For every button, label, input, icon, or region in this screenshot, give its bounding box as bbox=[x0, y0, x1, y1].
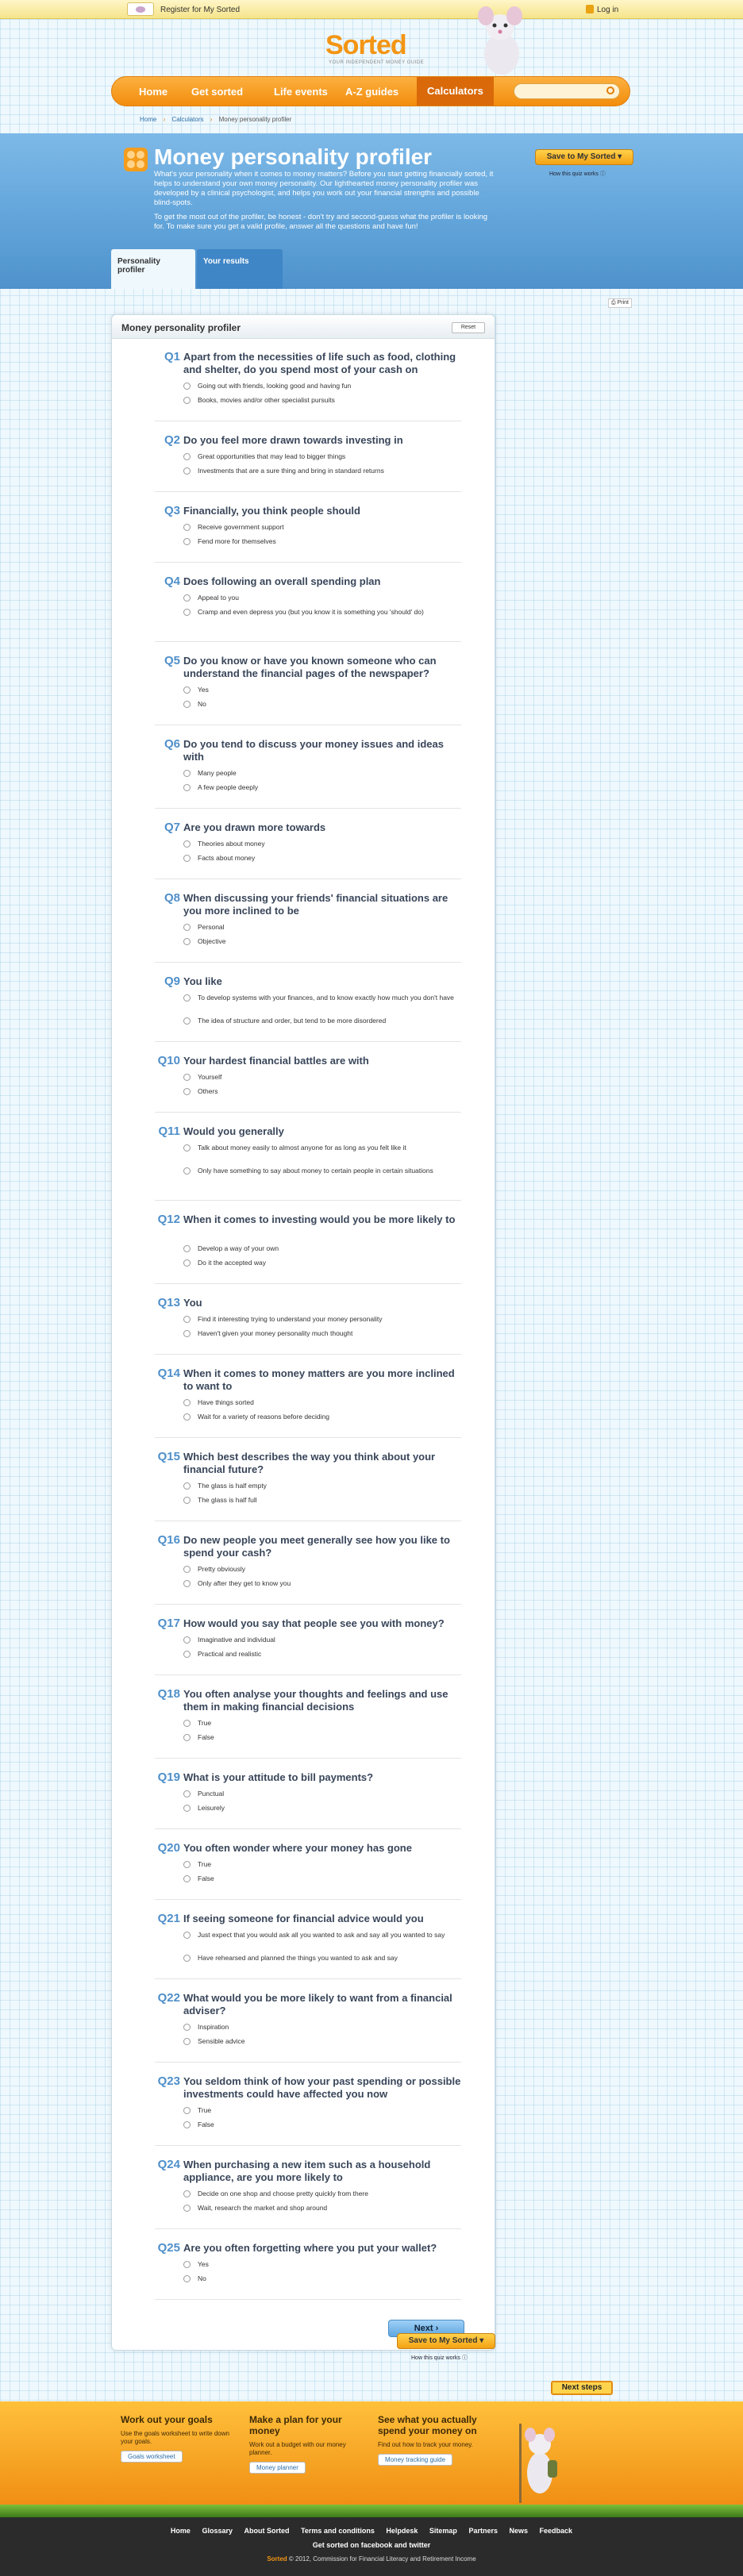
radio-button[interactable] bbox=[183, 701, 191, 708]
question-block bbox=[155, 1771, 461, 1829]
question-number: Q3 bbox=[164, 504, 180, 517]
question-block bbox=[155, 350, 461, 421]
answer-label: No bbox=[198, 700, 206, 708]
answer-label: Appeal to you bbox=[198, 594, 239, 602]
answer-label: Decide on one shop and choose pretty quickly from there bbox=[198, 2190, 368, 2197]
answer-label: Yes bbox=[198, 686, 209, 694]
question-text: You often wonder where your money has gone bbox=[183, 1842, 412, 1854]
radio-button[interactable] bbox=[183, 1720, 191, 1727]
radio-button[interactable] bbox=[183, 524, 191, 531]
promo-text: Use the goals worksheet to write down your goals. bbox=[121, 2430, 229, 2445]
question-text: When discussing your friends' financial situations are you more inclined to be bbox=[183, 892, 448, 917]
question-number: Q11 bbox=[158, 1125, 180, 1138]
question-number: Q9 bbox=[164, 975, 180, 988]
radio-button[interactable] bbox=[183, 397, 191, 404]
question-text: You like bbox=[183, 975, 222, 987]
site-footer bbox=[0, 2517, 743, 2576]
radio-button[interactable] bbox=[183, 2190, 191, 2197]
mouse-avatar-icon bbox=[127, 2, 154, 16]
radio-button[interactable] bbox=[183, 2261, 191, 2268]
question-block bbox=[155, 2074, 461, 2146]
search-icon[interactable] bbox=[606, 87, 614, 94]
question-text: How would you say that people see you with money? bbox=[183, 1617, 445, 1629]
answer-label: The idea of structure and order, but tend to be more disordered bbox=[198, 1017, 387, 1025]
quiz-title: Money personality profiler bbox=[121, 322, 241, 333]
question-block bbox=[155, 1367, 461, 1438]
question-block bbox=[155, 1841, 461, 1900]
radio-button[interactable] bbox=[183, 1482, 191, 1490]
question-text: Do you feel more drawn towards investing in bbox=[183, 434, 403, 446]
question-number: Q4 bbox=[164, 575, 180, 588]
answer-label: Have rehearsed and planned the things you wanted to ask and say bbox=[198, 1954, 398, 1962]
question-number: Q23 bbox=[157, 2074, 180, 2088]
question-text: Does following an overall spending plan bbox=[183, 575, 381, 587]
nav-calculators[interactable]: Calculators bbox=[417, 77, 494, 106]
nav-a-z-guides[interactable]: A-Z guides bbox=[345, 86, 399, 98]
question-text: When it comes to investing would you be more likely to bbox=[183, 1213, 456, 1225]
promo-plan bbox=[249, 2414, 360, 2474]
answer-label: Punctual bbox=[198, 1790, 225, 1797]
question-number: Q19 bbox=[157, 1771, 180, 1784]
answer-label: Haven't given your money personality much thought bbox=[198, 1329, 353, 1337]
answer-label: False bbox=[198, 1733, 214, 1741]
save-label: Save to My Sorted bbox=[546, 152, 616, 161]
question-number: Q17 bbox=[157, 1617, 180, 1630]
question-text: You seldom think of how your past spending or possible investments could have affected you now bbox=[183, 2075, 461, 2100]
radio-button[interactable] bbox=[183, 1245, 191, 1252]
answer-label: Only have something to say about money to certain people in certain situations bbox=[198, 1167, 433, 1175]
question-text: You bbox=[183, 1297, 202, 1309]
radio-button[interactable] bbox=[183, 1636, 191, 1644]
radio-button[interactable] bbox=[183, 2121, 191, 2128]
question-block bbox=[155, 2241, 461, 2300]
radio-button[interactable] bbox=[183, 453, 191, 460]
footer-link-feedback[interactable]: Feedback bbox=[539, 2527, 573, 2535]
answer-label: Cramp and even depress you (but you know it is something you 'should' do) bbox=[198, 608, 424, 616]
question-block bbox=[155, 1125, 461, 1201]
money-tracking-guide-button[interactable]: Money tracking guide bbox=[378, 2454, 452, 2466]
answer-label: The glass is half empty bbox=[198, 1482, 267, 1490]
promo-title: Make a plan for your money bbox=[249, 2414, 342, 2436]
question-block bbox=[155, 1213, 461, 1284]
question-number: Q8 bbox=[164, 891, 180, 905]
quiz-panel-header bbox=[112, 315, 495, 339]
radio-button[interactable] bbox=[183, 1017, 191, 1025]
next-steps-sign: Next steps bbox=[551, 2381, 613, 2395]
answer-label: Develop a way of your own bbox=[198, 1244, 279, 1252]
answer-label: Others bbox=[198, 1087, 218, 1095]
answer-label: Fend more for themselves bbox=[198, 537, 276, 545]
question-block bbox=[155, 737, 461, 809]
answer-label: Do it the accepted way bbox=[198, 1259, 266, 1267]
question-text: Apart from the necessities of life such as food, clothing and shelter, do you spend most of your cash on bbox=[183, 351, 456, 375]
radio-button[interactable] bbox=[183, 1875, 191, 1882]
radio-button[interactable] bbox=[183, 1497, 191, 1504]
radio-button[interactable] bbox=[183, 1144, 191, 1152]
question-number: Q20 bbox=[157, 1841, 180, 1855]
radio-button[interactable] bbox=[183, 2038, 191, 2045]
question-text: What is your attitude to bill payments? bbox=[183, 1771, 374, 1783]
tab-your-results[interactable]: Your results bbox=[197, 249, 283, 289]
question-text: Which best describes the way you think about your financial future? bbox=[183, 1451, 436, 1475]
radio-button[interactable] bbox=[183, 784, 191, 791]
question-number: Q2 bbox=[164, 433, 180, 447]
answer-label: Sensible advice bbox=[198, 2037, 245, 2045]
how-quiz-works-label: How this quiz works bbox=[549, 171, 599, 177]
answer-label: Talk about money easily to almost anyone for as long as you felt like it bbox=[198, 1144, 406, 1152]
question-number: Q15 bbox=[157, 1450, 180, 1463]
save-label: Save to My Sorted bbox=[408, 2336, 478, 2345]
nav-home[interactable]: Home bbox=[139, 86, 168, 98]
breadcrumb-calculators[interactable]: Calculators bbox=[171, 116, 204, 123]
question-block bbox=[155, 654, 461, 725]
answer-label: Going out with friends, looking good and having fun bbox=[198, 382, 352, 390]
save-to-my-sorted-button-bottom[interactable] bbox=[397, 2333, 495, 2349]
footer-link-partners[interactable]: Partners bbox=[468, 2527, 498, 2535]
radio-button[interactable] bbox=[183, 383, 191, 390]
radio-button[interactable] bbox=[183, 1413, 191, 1421]
printer-icon: ⎙ bbox=[611, 300, 616, 306]
question-number: Q24 bbox=[157, 2158, 180, 2171]
radio-button[interactable] bbox=[183, 1861, 191, 1868]
question-block bbox=[155, 1450, 461, 1521]
logo-tagline: YOUR INDEPENDENT MONEY GUIDE bbox=[329, 60, 425, 65]
radio-button[interactable] bbox=[183, 994, 191, 1002]
footer-link-news[interactable]: News bbox=[509, 2527, 529, 2535]
radio-button[interactable] bbox=[183, 2107, 191, 2114]
question-text: Would you generally bbox=[183, 1125, 284, 1137]
question-text: When purchasing a new item such as a household appliance, are you more likely to bbox=[183, 2159, 431, 2183]
copyright bbox=[0, 2555, 743, 2563]
question-block bbox=[155, 821, 461, 879]
social-follow[interactable]: Get sorted on facebook and twitter bbox=[312, 2541, 431, 2549]
mascot-mouse-hiker-icon bbox=[516, 2417, 564, 2505]
search-input[interactable] bbox=[514, 83, 620, 99]
breadcrumb-home[interactable]: Home bbox=[140, 116, 157, 123]
info-icon: ⓘ bbox=[461, 2355, 468, 2361]
radio-button[interactable] bbox=[183, 1580, 191, 1587]
question-block bbox=[155, 433, 461, 492]
answer-label: To develop systems with your finances, and to know exactly how much you don't have bbox=[198, 994, 454, 1002]
question-text: Are you often forgetting where you put your wallet? bbox=[183, 2242, 437, 2254]
how-quiz-works-link[interactable] bbox=[549, 170, 606, 178]
page-banner bbox=[0, 133, 743, 289]
question-text: Do you know or have you known someone who can understand the financial pages of the newspaper? bbox=[183, 655, 437, 679]
footer-link-sitemap[interactable]: Sitemap bbox=[429, 2527, 457, 2535]
question-number: Q18 bbox=[157, 1687, 180, 1701]
money-planner-button[interactable]: Money planner bbox=[249, 2462, 306, 2474]
promo-goals bbox=[121, 2414, 232, 2463]
radio-button[interactable] bbox=[183, 594, 191, 602]
site-logo[interactable]: Sorted bbox=[325, 30, 406, 60]
radio-button[interactable] bbox=[183, 1259, 191, 1267]
main-nav bbox=[111, 76, 630, 106]
radio-button[interactable] bbox=[183, 924, 191, 931]
question-number: Q21 bbox=[157, 1912, 180, 1925]
reset-button[interactable]: Reset bbox=[452, 322, 485, 333]
print-label: Print bbox=[617, 300, 629, 306]
answer-label: Inspiration bbox=[198, 2023, 229, 2031]
radio-button[interactable] bbox=[183, 1088, 191, 1095]
radio-button[interactable] bbox=[183, 1734, 191, 1741]
question-text: You often analyse your thoughts and feelings and use them in making financial decisions bbox=[183, 1688, 448, 1713]
footer-link-glossary[interactable]: Glossary bbox=[202, 2527, 233, 2535]
radio-button[interactable] bbox=[183, 840, 191, 848]
question-block bbox=[155, 1533, 461, 1605]
radio-button[interactable] bbox=[183, 2205, 191, 2212]
radio-button[interactable] bbox=[183, 2275, 191, 2282]
answer-label: Great opportunities that may lead to bigger things bbox=[198, 452, 346, 460]
footer-link-helpdesk[interactable]: Helpdesk bbox=[386, 2527, 418, 2535]
question-number: Q22 bbox=[157, 1991, 180, 2005]
answer-label: Many people bbox=[198, 769, 237, 777]
answer-label: A few people deeply bbox=[198, 783, 259, 791]
intro-text: What's your personality when it comes to money matters? Before you start getting financially sorted, it helps to understand your own money personality. Our lighthearted money personality profiler was developed by a clinical psychologist, and helps you work out your financial strengths and possible blind-spots. bbox=[154, 170, 494, 207]
promo-text: Work out a budget with our money planner. bbox=[249, 2441, 346, 2456]
breadcrumb-separator-icon: › bbox=[210, 116, 213, 123]
quiz-panel bbox=[111, 314, 495, 2351]
footer-link-about[interactable]: About Sorted bbox=[244, 2527, 290, 2535]
breadcrumb-separator-icon: › bbox=[163, 116, 166, 123]
question-block bbox=[155, 504, 461, 563]
question-number: Q13 bbox=[157, 1296, 180, 1309]
answer-label: Only after they get to know you bbox=[198, 1579, 291, 1587]
chevron-down-icon: ▾ bbox=[618, 152, 622, 161]
answer-label: True bbox=[198, 1860, 212, 1868]
mascot-mouse-icon bbox=[460, 3, 540, 79]
answer-label: Wait for a variety of reasons before deciding bbox=[198, 1413, 329, 1421]
answer-label: No bbox=[198, 2274, 206, 2282]
question-text: When it comes to money matters are you more inclined to want to bbox=[183, 1367, 455, 1392]
question-block bbox=[155, 975, 461, 1042]
nav-life-events[interactable]: Life events bbox=[274, 86, 328, 98]
question-block bbox=[155, 1687, 461, 1759]
answer-label: Just expect that you would ask all you wanted to ask and say all you wanted to say bbox=[198, 1931, 445, 1939]
chevron-right-icon: › bbox=[435, 2324, 439, 2333]
answer-label: Personal bbox=[198, 923, 225, 931]
question-number: Q12 bbox=[157, 1213, 180, 1226]
answer-label: Facts about money bbox=[198, 854, 256, 862]
promo-text: Find out how to track your money. bbox=[378, 2441, 473, 2448]
footer-link-terms[interactable]: Terms and conditions bbox=[301, 2527, 375, 2535]
radio-button[interactable] bbox=[183, 1316, 191, 1323]
promo-track bbox=[378, 2414, 489, 2466]
question-text: Do new people you meet generally see how you like to spend your cash? bbox=[183, 1534, 450, 1559]
footer-links bbox=[0, 2527, 743, 2535]
save-to-my-sorted-button[interactable] bbox=[535, 149, 633, 165]
radio-button[interactable] bbox=[183, 1167, 191, 1175]
question-number: Q16 bbox=[157, 1533, 180, 1547]
question-block bbox=[155, 1912, 461, 1979]
question-text: Do you tend to discuss your money issues and ideas with bbox=[183, 738, 444, 763]
answer-label: Wait, research the market and shop around bbox=[198, 2204, 328, 2212]
radio-button[interactable] bbox=[183, 938, 191, 945]
question-number: Q5 bbox=[164, 654, 180, 667]
lock-icon bbox=[586, 5, 594, 13]
promo-title: Work out your goals bbox=[121, 2414, 213, 2425]
question-text: If seeing someone for financial advice would you bbox=[183, 1913, 424, 1924]
next-steps-promo bbox=[0, 2401, 743, 2505]
tab-personality-profiler[interactable]: Personality profiler bbox=[111, 249, 195, 289]
copyright-text: © 2012, Commission for Financial Literacy and Retirement Income bbox=[288, 2555, 476, 2563]
answer-label: Objective bbox=[198, 937, 226, 945]
question-block bbox=[155, 1617, 461, 1675]
profiler-icon bbox=[124, 148, 148, 171]
answer-label: True bbox=[198, 1719, 212, 1727]
answer-label: Imaginative and individual bbox=[198, 1636, 275, 1644]
radio-button[interactable] bbox=[183, 855, 191, 862]
question-number: Q14 bbox=[157, 1367, 180, 1380]
info-icon: ⓘ bbox=[599, 171, 606, 177]
radio-button[interactable] bbox=[183, 1805, 191, 1812]
question-block bbox=[155, 891, 461, 963]
top-bar bbox=[0, 0, 743, 19]
radio-button[interactable] bbox=[183, 1399, 191, 1406]
tip-text: To get the most out of the profiler, be honest - don't try and second-guess what the profiler is looking for. To make sure you get a valid profile, answer all the questions and have fun! bbox=[154, 213, 488, 231]
question-number: Q25 bbox=[157, 2241, 180, 2255]
radio-button[interactable] bbox=[183, 1651, 191, 1658]
question-number: Q6 bbox=[164, 737, 180, 751]
page-title: Money personality profiler bbox=[154, 144, 433, 169]
question-number: Q7 bbox=[164, 821, 180, 834]
print-button[interactable] bbox=[608, 298, 632, 308]
question-text: Financially, you think people should bbox=[183, 505, 360, 517]
breadcrumb bbox=[140, 116, 296, 123]
answer-label: False bbox=[198, 2120, 214, 2128]
answer-label: Books, movies and/or other specialist pursuits bbox=[198, 396, 335, 404]
question-text: Your hardest financial battles are with bbox=[183, 1055, 369, 1067]
question-block bbox=[155, 2158, 461, 2229]
nav-get-sorted[interactable]: Get sorted bbox=[191, 86, 244, 98]
chevron-down-icon: ▾ bbox=[479, 2336, 484, 2345]
grass-divider bbox=[0, 2505, 743, 2517]
answer-label: Receive government support bbox=[198, 523, 284, 531]
footer-brand: Sorted bbox=[267, 2555, 287, 2563]
answer-label: False bbox=[198, 1874, 214, 1882]
radio-button[interactable] bbox=[183, 1330, 191, 1337]
question-block bbox=[155, 1054, 461, 1113]
answer-label: Leisurely bbox=[198, 1804, 225, 1812]
radio-button[interactable] bbox=[183, 1955, 191, 1962]
next-label: Next bbox=[414, 2324, 433, 2333]
answer-label: Investments that are a sure thing and bring in standard returns bbox=[198, 467, 384, 475]
answer-label: Theories about money bbox=[198, 840, 265, 848]
answer-label: Yes bbox=[198, 2260, 209, 2268]
radio-button[interactable] bbox=[183, 1932, 191, 1939]
question-number: Q1 bbox=[164, 350, 180, 363]
answer-label: Yourself bbox=[198, 1073, 222, 1081]
radio-button[interactable] bbox=[183, 1566, 191, 1573]
breadcrumb-current: Money personality profiler bbox=[218, 116, 292, 123]
answer-label: Have things sorted bbox=[198, 1398, 254, 1406]
goals-worksheet-button[interactable]: Goals worksheet bbox=[121, 2451, 183, 2463]
login-link[interactable]: Log in bbox=[597, 6, 619, 14]
question-block bbox=[155, 1296, 461, 1355]
radio-button[interactable] bbox=[183, 686, 191, 694]
answer-label: Pretty obviously bbox=[198, 1565, 245, 1573]
answer-label: The glass is half full bbox=[198, 1496, 257, 1504]
question-block bbox=[155, 1991, 461, 2063]
question-block bbox=[155, 575, 461, 642]
answer-label: True bbox=[198, 2106, 212, 2114]
radio-button[interactable] bbox=[183, 770, 191, 777]
answer-label: Find it interesting trying to understand your money personality bbox=[198, 1315, 383, 1323]
radio-button[interactable] bbox=[183, 609, 191, 616]
radio-button[interactable] bbox=[183, 1790, 191, 1797]
radio-button[interactable] bbox=[183, 538, 191, 545]
answer-label: Practical and realistic bbox=[198, 1650, 262, 1658]
how-quiz-works-label: How this quiz works bbox=[411, 2355, 460, 2361]
promo-title: See what you actually spend your money on bbox=[378, 2414, 477, 2436]
question-number: Q10 bbox=[157, 1054, 180, 1067]
radio-button[interactable] bbox=[183, 2024, 191, 2031]
footer-link-home[interactable]: Home bbox=[170, 2527, 191, 2535]
question-text: Are you drawn more towards bbox=[183, 821, 326, 833]
question-text: What would you be more likely to want from a financial adviser? bbox=[183, 1992, 452, 2017]
radio-button[interactable] bbox=[183, 467, 191, 475]
register-link[interactable]: Register for My Sorted bbox=[160, 6, 241, 14]
how-quiz-works-link-bottom[interactable] bbox=[411, 2354, 468, 2362]
radio-button[interactable] bbox=[183, 1074, 191, 1081]
